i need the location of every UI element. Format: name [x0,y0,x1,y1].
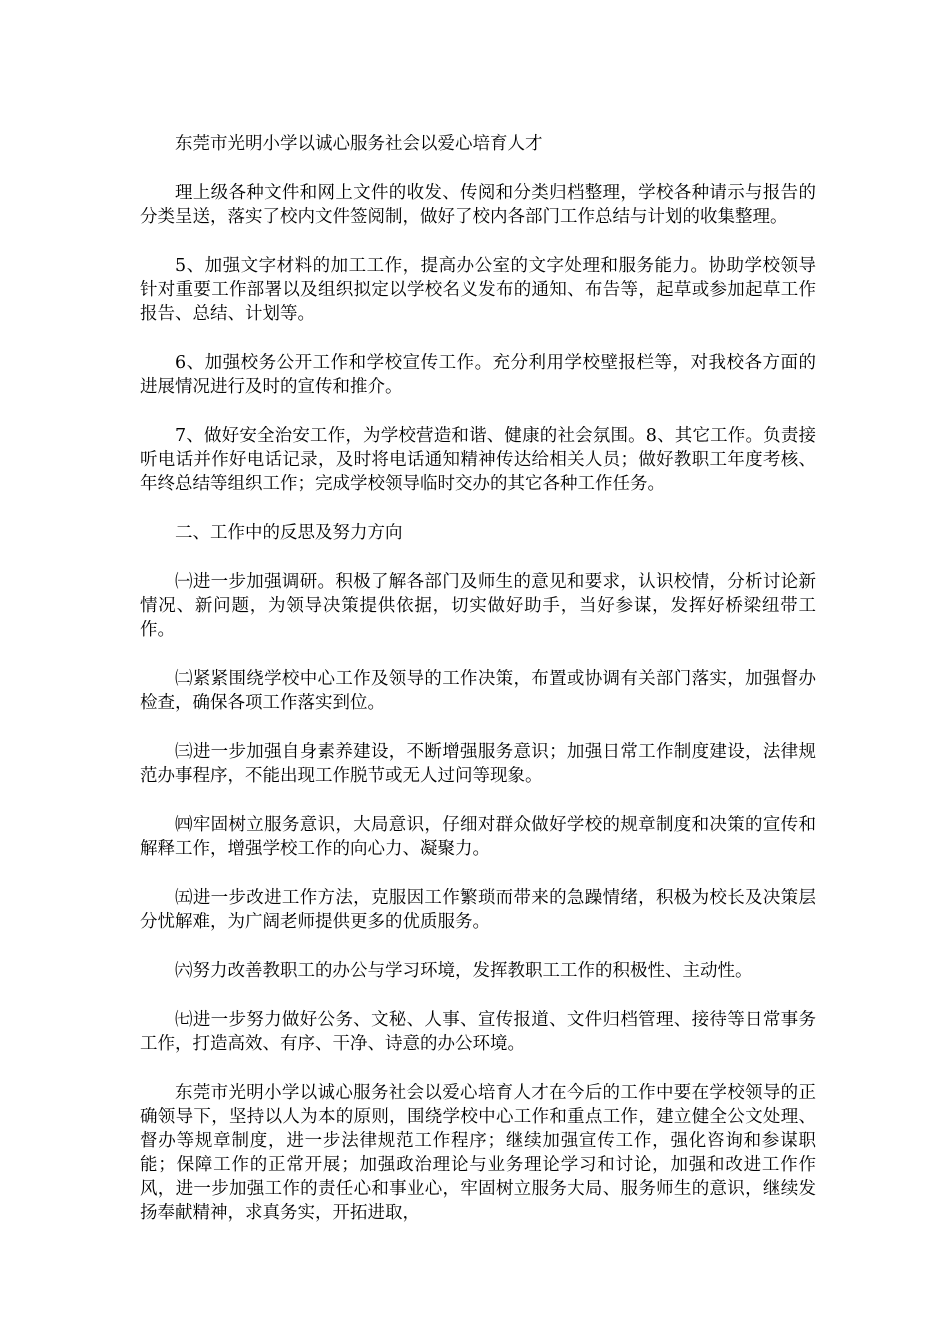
paragraph-2: 5、加强文字材料的加工工作，提高办公室的文字处理和服务能力。协助学校领导针对重要工作部署以及组织拟定以学校名义发布的通知、布告等，起草或参加起草工作报告、总结、计划等。 [140,256,816,324]
paragraph-13: 东莞市光明小学以诚心服务社会以爱心培育人才在今后的工作中要在学校领导的正确领导下，坚持以人为本的原则，围绕学校中心工作和重点工作，建立健全公文处理、督办等规章制度，进一步法律规范工作程序；继续加强宣传工作，强化咨询和参谋职能；保障工作的正常开展；加强政治理论与业务理论学习和讨论，加强和改进工作作风，进一步加强工作的责任心和事业心，牢固树立服务大局、服务师生的意识，继续发扬奉献精神，求真务实，开拓进取， [140,1083,816,1223]
paragraph-10: ㈤进一步改进工作方法，克服因工作繁琐而带来的急躁情绪，积极为校长及决策层分忧解难，为广阔老师提供更多的优质服务。 [140,888,816,932]
paragraph-1: 理上级各种文件和网上文件的收发、传阅和分类归档整理，学校各种请示与报告的分类呈送，落实了校内文件签阅制，做好了校内各部门工作总结与计划的收集整理。 [140,183,816,227]
paragraph-6: ㈠进一步加强调研。积极了解各部门及师生的意见和要求，认识校情，分析讨论新情况、新问题，为领导决策提供依据，切实做好助手，当好参谋，发挥好桥梁纽带工作。 [140,572,816,640]
paragraph-9: ㈣牢固树立服务意识，大局意识，仔细对群众做好学校的规章制度和决策的宣传和解释工作，增强学校工作的向心力、凝聚力。 [140,815,816,859]
paragraph-12: ㈦进一步努力做好公务、文秘、人事、宣传报道、文件归档管理、接待等日常事务工作，打造高效、有序、干净、诗意的办公环境。 [140,1010,816,1054]
paragraph-7: ㈡紧紧围绕学校中心工作及领导的工作决策，布置或协调有关部门落实，加强督办检查，确保各项工作落实到位。 [140,669,816,713]
paragraph-11: ㈥努力改善教职工的办公与学习环境，发挥教职工工作的积极性、主动性。 [175,961,753,981]
paragraph-4: 7、做好安全治安工作，为学校营造和谐、健康的社会氛围。8、其它工作。负责接听电话并作好电话记录，及时将电话通知精神传达给相关人员；做好教职工年度考核、年终总结等组织工作；完成学校领导临时交办的其它各种工作任务。 [140,426,816,494]
paragraph-8: ㈢进一步加强自身素养建设，不断增强服务意识；加强日常工作制度建设，法律规范办事程序，不能出现工作脱节或无人过问等现象。 [140,742,816,786]
document-title: 东莞市光明小学以诚心服务社会以爱心培育人才 [175,134,543,154]
paragraph-3: 6、加强校务公开工作和学校宣传工作。充分利用学校壁报栏等，对我校各方面的进展情况进行及时的宣传和推介。 [140,353,816,397]
section-heading: 二、工作中的反思及努力方向 [175,523,403,543]
document-page [140,132,816,1250]
